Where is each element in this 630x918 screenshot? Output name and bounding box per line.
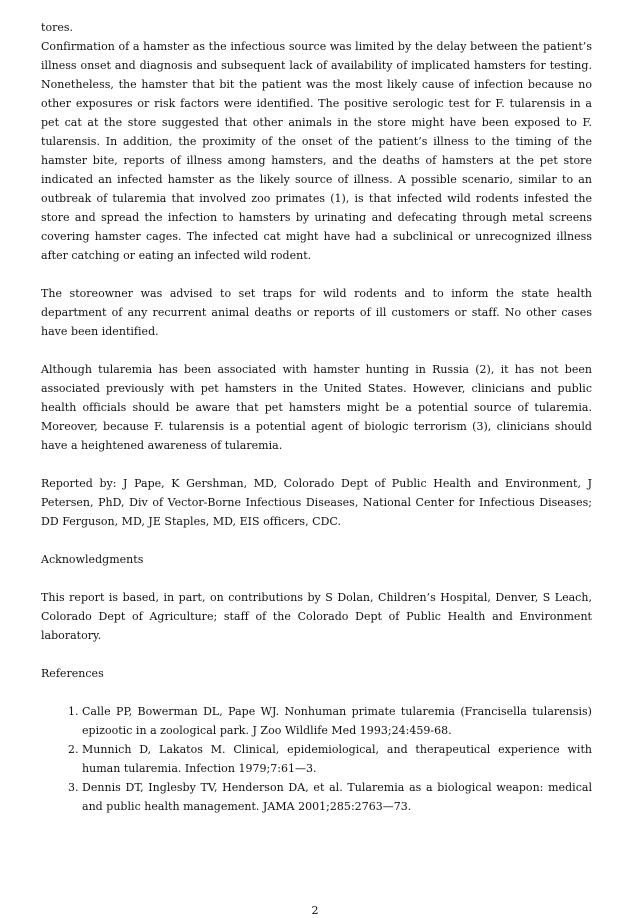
paragraph-hamster-source: Confirmation of a hamster as the infectious source was limited by the delay between the patient’s illness onset and diagnosis and subsequent lack of availability of implicated hamsters for testing. Nonetheless, the hamster that bit the patient was the most likely cause of infection because no other exposures or risk factors were identified. The positive serologic test for F. tularensis in a pet cat at the store suggested that other animals in the store might have been exposed to F. tularensis. In addition, the proximity of the onset of the patient’s illness to the timing of the hamster bite, reports of illness among hamsters, and the deaths of hamsters at the pet store indicated an infected hamster as the likely source of illness. A possible scenario, similar to an outbreak of tularemia that involved zoo primates (1), is that infected wild rodents infested the store and spread the infection to hamsters by urinating and defecating through metal screens covering hamster cages. The infected cat might have had a subclinical or unrecognized illness after catching or eating an infected wild rodent.: [41, 40, 592, 262]
document-body: [41, 18, 592, 816]
references-heading: References: [41, 667, 104, 680]
acknowledgments-text: This report is based, in part, on contributions by S Dolan, Children’s Hospital, Denver, S Leach, Colorado Dept of Agriculture; staff of the Colorado Dept of Public Health and Environment laboratory.: [41, 591, 592, 642]
reference-item: 1. Calle PP, Bowerman DL, Pape WJ. Nonhuman primate tularemia (Francisella tularensis) epizootic in a zoological park. J Zoo Wildlife Med 1993;24:459-68.: [82, 702, 592, 740]
reference-item: 2. Munnich D, Lakatos M. Clinical, epidemiological, and therapeutical experience with human tularemia. Infection 1979;7:61—3.: [82, 740, 592, 778]
reference-item: 3. Dennis DT, Inglesby TV, Henderson DA, et al. Tularemia as a biological weapon: medical and public health management. JAMA 2001;285:2763—73.: [82, 778, 592, 816]
reported-by: Reported by: J Pape, K Gershman, MD, Colorado Dept of Public Health and Environment, J Petersen, PhD, Div of Vector-Borne Infectious Diseases, National Center for Infectious Diseases; DD Ferguson, MD, JE Staples, MD, EIS officers, CDC.: [41, 477, 592, 528]
continuation-text: tores.: [41, 21, 74, 34]
page-number: 2: [311, 904, 319, 917]
paragraph-storeowner-advice: The storeowner was advised to set traps for wild rodents and to inform the state health department of any recurrent animal deaths or reports of ill customers or staff. No other cases have been identified.: [41, 287, 592, 338]
references-list: [41, 702, 592, 816]
paragraph-clinician-awareness: Although tularemia has been associated with hamster hunting in Russia (2), it has not been associated previously with pet hamsters in the United States. However, clinicians and public health officials should be aware that pet hamsters might be a potential source of tularemia. Moreover, because F. tularensis is a potential agent of biologic terrorism (3), clinicians should have a heightened awareness of tularemia.: [41, 363, 592, 452]
acknowledgments-heading: Acknowledgments: [41, 553, 144, 566]
